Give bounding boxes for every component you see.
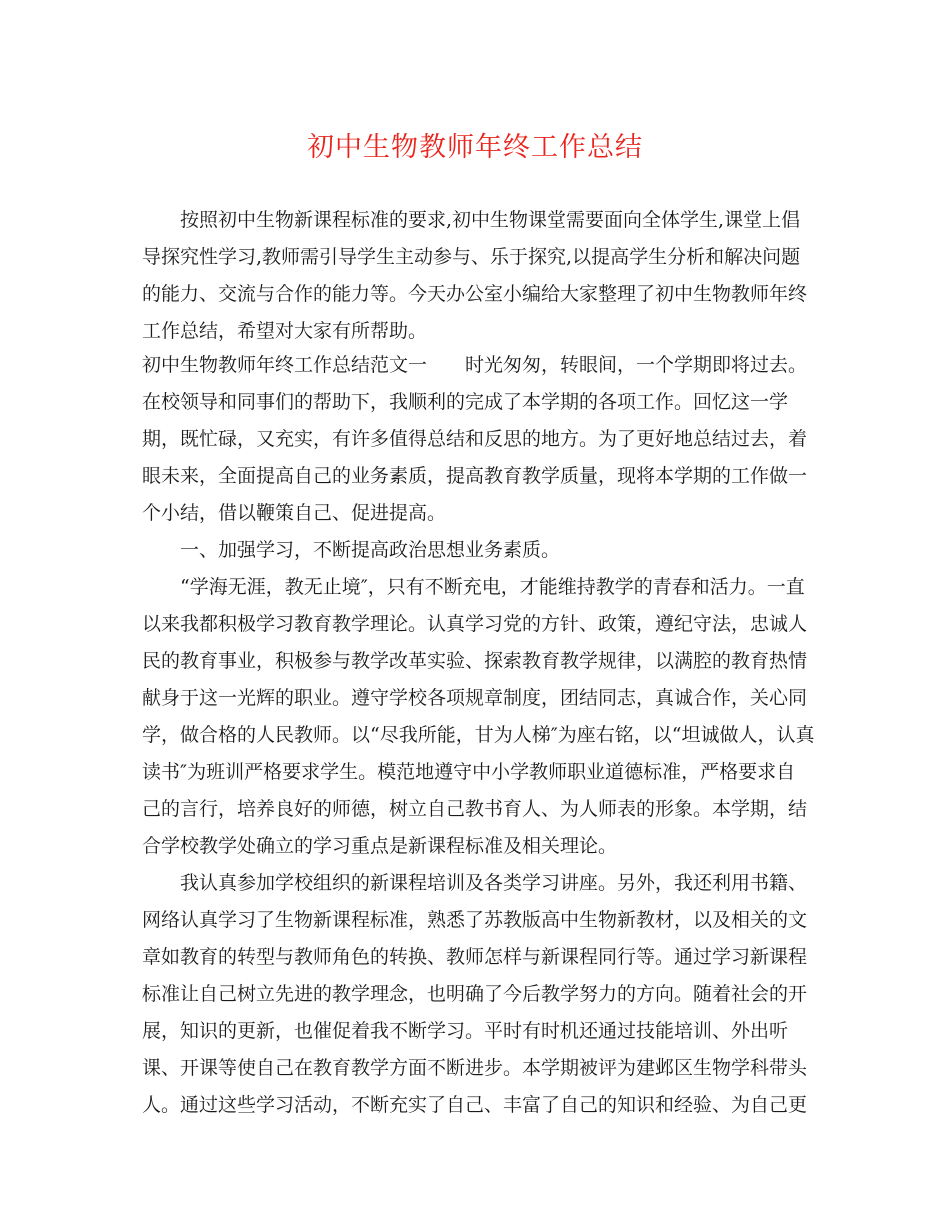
paragraph-line: 在校领导和同事们的帮助下，我顺利的完成了本学期的各项工作。回忆这一学 — [142, 391, 789, 413]
paragraph-line: 读书″为班训严格要求学生。模范地遵守中小学教师职业道德标准，严格要求自 — [142, 761, 796, 783]
paragraph-line: 我认真参加学校组织的新课程培训及各类学习讲座。另外，我还利用书籍、 — [180, 872, 808, 894]
paragraph-line: 章如教育的转型与教师角色的转换、教师怎样与新课程同行等。通过学习新课程 — [142, 946, 808, 968]
paragraph-line: 初中生物教师年终工作总结范文一 时光匆匆，转眼间，一个学期即将过去。 — [142, 354, 808, 376]
paragraph-line: 的能力、交流与合作的能力等。今天办公室小编给大家整理了初中生物教师年终 — [142, 283, 808, 305]
paragraph-line: 导探究性学习,教师需引导学生主动参与、乐于探究,以提高学生分析和解决问题 — [142, 246, 801, 268]
paragraph-line: 网络认真学习了生物新课程标准，熟悉了苏教版高中生物新教材，以及相关的文 — [142, 909, 808, 931]
paragraph-line: 个小结，借以鞭策自己、促进提高。 — [142, 502, 447, 524]
paragraph-line: 学，做合格的人民教师。以“尽我所能，甘为人梯″为座右铭，以“坦诚做人，认真 — [142, 724, 815, 746]
paragraph-line: 己的言行，培养良好的师德，树立自己教书育人、为人师表的形象。本学期，结 — [142, 798, 808, 820]
paragraph-line: 按照初中生物新课程标准的要求,初中生物课堂需要面向全体学生,课堂上倡 — [180, 209, 801, 231]
paragraph-line: 展，知识的更新，也催促着我不断学习。平时有时机还通过技能培训、外出听 — [142, 1020, 789, 1042]
paragraph-line: 课、开课等使自己在教育教学方面不断进步。本学期被评为建邺区生物学科带头 — [142, 1057, 808, 1079]
paragraph-line: 以来我都积极学习教育教学理论。认真学习党的方针、政策，遵纪守法，忠诚人 — [142, 613, 808, 635]
document-title: 初中生物教师年终工作总结 — [307, 132, 643, 163]
paragraph-line: 期，既忙碌，又充实，有许多值得总结和反思的地方。为了更好地总结过去，着 — [142, 428, 808, 450]
paragraph-line: 献身于这一光辉的职业。遵守学校各项规章制度，团结同志，真诚合作，关心同 — [142, 687, 808, 709]
paragraph-line: 眼未来，全面提高自己的业务素质，提高教育教学质量，现将本学期的工作做一 — [142, 465, 808, 487]
section-heading: 一、加强学习，不断提高政治思想业务素质。 — [180, 539, 561, 561]
paragraph-line: “学海无涯，教无止境″，只有不断充电，才能维持教学的青春和活力。一直 — [180, 576, 805, 598]
paragraph-line: 民的教育事业，积极参与教学改革实验、探索教育教学规律，以满腔的教育热情 — [142, 650, 808, 672]
paragraph-line: 人。通过这些学习活动，不断充实了自己、丰富了自己的知识和经验、为自己更 — [142, 1094, 808, 1116]
paragraph-line: 合学校教学处确立的学习重点是新课程标准及相关理论。 — [142, 835, 618, 857]
paragraph-line: 标准让自己树立先进的教学理念，也明确了今后教学努力的方向。随着社会的开 — [142, 983, 808, 1005]
paragraph-line: 工作总结，希望对大家有所帮助。 — [142, 320, 428, 342]
